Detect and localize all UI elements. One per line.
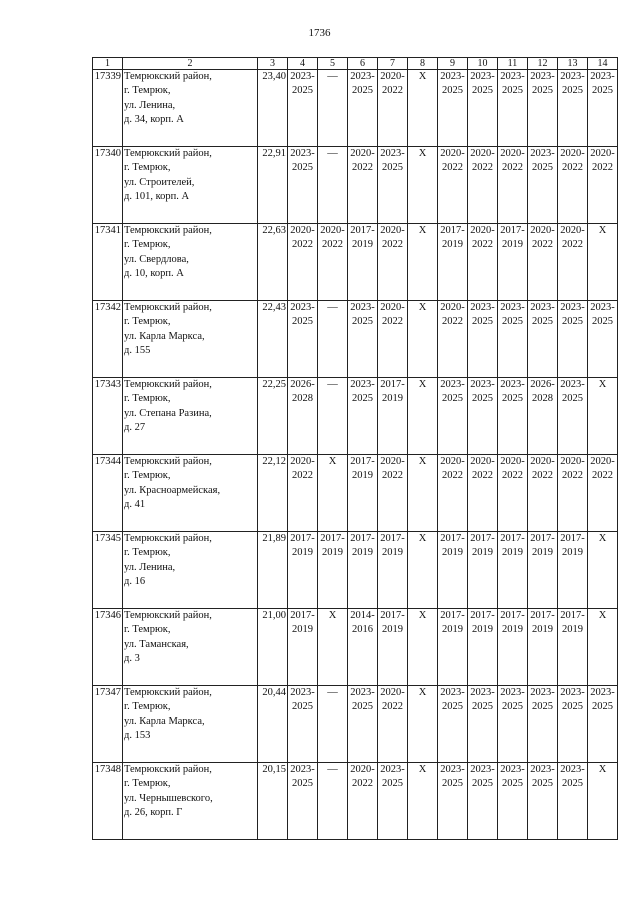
address-line: д. 41: [124, 498, 146, 510]
address-cell: [123, 147, 258, 224]
period-cell: 2023- 2025: [558, 686, 588, 763]
period-cell: 2020- 2022: [558, 224, 588, 301]
period-cell: 2014- 2016: [348, 609, 378, 686]
column-number: 5: [318, 58, 348, 70]
area-cell: 20,15: [258, 763, 288, 840]
address-line: Темрюкский район,: [124, 225, 212, 236]
period-cell: 2020- 2022: [288, 224, 318, 301]
period-cell: 2020- 2022: [558, 147, 588, 224]
record-number: 17342: [93, 301, 123, 378]
period-cell: 2017- 2019: [378, 378, 408, 455]
period-cell: 2023- 2025: [588, 301, 618, 378]
period-cell: 2020- 2022: [438, 147, 468, 224]
period-cell: Х: [408, 301, 438, 378]
address-line: ул. Карла Маркса,: [124, 330, 205, 342]
period-cell: Х: [408, 378, 438, 455]
period-cell: Х: [588, 378, 618, 455]
address-cell: [123, 455, 258, 532]
table-row: [93, 455, 618, 532]
address-cell: [123, 609, 258, 686]
period-cell: 2023- 2025: [288, 763, 318, 840]
period-cell: 2017- 2019: [288, 532, 318, 609]
area-cell: 22,12: [258, 455, 288, 532]
column-number: 1: [93, 58, 123, 70]
column-number: 6: [348, 58, 378, 70]
address-line: г. Темрюк,: [124, 316, 171, 328]
table-body: [93, 58, 618, 840]
address-cell: [123, 301, 258, 378]
period-cell: 2023- 2025: [588, 70, 618, 147]
address-line: ул. Свердлова,: [124, 253, 189, 265]
record-number: 17339: [93, 70, 123, 147]
column-number: 8: [408, 58, 438, 70]
period-cell: 2020- 2022: [528, 224, 558, 301]
period-cell: 2017- 2019: [348, 455, 378, 532]
address-line: ул. Красноармейская,: [124, 484, 221, 496]
address-line: д. 26, корп. Г: [124, 806, 183, 818]
period-cell: 2020- 2022: [468, 147, 498, 224]
period-cell: 2023- 2025: [288, 147, 318, 224]
area-cell: 21,89: [258, 532, 288, 609]
address-line: д. 153: [124, 729, 151, 741]
period-cell: Х: [408, 70, 438, 147]
period-cell: Х: [408, 763, 438, 840]
period-cell: 2017- 2019: [438, 532, 468, 609]
period-cell: 2017- 2019: [528, 609, 558, 686]
period-cell: Х: [318, 609, 348, 686]
period-cell: 2023- 2025: [528, 686, 558, 763]
period-cell: 2023- 2025: [498, 301, 528, 378]
period-cell: Х: [408, 686, 438, 763]
period-cell: 2023- 2025: [288, 70, 318, 147]
period-cell: 2020- 2022: [348, 147, 378, 224]
period-cell: 2023- 2025: [468, 763, 498, 840]
period-cell: 2023- 2025: [558, 763, 588, 840]
table-row: [93, 301, 618, 378]
period-cell: 2017- 2019: [498, 224, 528, 301]
period-cell: 2020- 2022: [378, 686, 408, 763]
column-number: 13: [558, 58, 588, 70]
period-cell: 2023- 2025: [528, 70, 558, 147]
period-cell: 2020- 2022: [558, 455, 588, 532]
period-cell: 2017- 2019: [378, 609, 408, 686]
period-cell: 2020- 2022: [498, 455, 528, 532]
column-number: 3: [258, 58, 288, 70]
period-cell: 2017- 2019: [438, 609, 468, 686]
page-number: 1736: [308, 27, 331, 39]
period-cell: 2023- 2025: [348, 301, 378, 378]
period-cell: 2020- 2022: [288, 455, 318, 532]
period-cell: 2017- 2019: [288, 609, 318, 686]
period-cell: 2020- 2022: [438, 455, 468, 532]
address-line: ул. Ленина,: [124, 561, 176, 573]
record-number: 17347: [93, 686, 123, 763]
area-cell: 22,63: [258, 224, 288, 301]
period-cell: 2023- 2025: [558, 378, 588, 455]
period-cell: 2020- 2022: [468, 224, 498, 301]
period-cell: 2020- 2022: [348, 763, 378, 840]
period-cell: 2020- 2022: [378, 301, 408, 378]
period-cell: Х: [408, 147, 438, 224]
record-number: 17343: [93, 378, 123, 455]
period-cell: —: [318, 70, 348, 147]
period-cell: 2017- 2019: [348, 224, 378, 301]
period-cell: 2020- 2022: [528, 455, 558, 532]
address-line: ул. Строителей,: [124, 176, 195, 188]
table-row: [93, 686, 618, 763]
period-cell: 2023- 2025: [288, 301, 318, 378]
period-cell: 2023- 2025: [468, 378, 498, 455]
period-cell: 2023- 2025: [528, 147, 558, 224]
record-number: 17340: [93, 147, 123, 224]
address-line: д. 34, корп. А: [124, 113, 184, 125]
period-cell: 2023- 2025: [438, 70, 468, 147]
column-number: 14: [588, 58, 618, 70]
address-cell: [123, 224, 258, 301]
address-line: Темрюкский район,: [124, 687, 212, 698]
record-number: 17341: [93, 224, 123, 301]
area-cell: 22,91: [258, 147, 288, 224]
period-cell: 2023- 2025: [348, 686, 378, 763]
period-cell: 2017- 2019: [498, 609, 528, 686]
address-line: г. Темрюк,: [124, 701, 171, 713]
address-line: г. Темрюк,: [124, 470, 171, 482]
address-line: Темрюкский район,: [124, 764, 212, 775]
period-cell: Х: [318, 455, 348, 532]
record-number: 17344: [93, 455, 123, 532]
table-row: [93, 763, 618, 840]
address-line: Темрюкский район,: [124, 302, 212, 313]
column-number-row: [93, 58, 618, 70]
table-row: [93, 532, 618, 609]
record-number: 17346: [93, 609, 123, 686]
column-number: 11: [498, 58, 528, 70]
period-cell: 2026- 2028: [288, 378, 318, 455]
period-cell: —: [318, 763, 348, 840]
address-line: ул. Ленина,: [124, 99, 176, 111]
period-cell: 2023- 2025: [348, 70, 378, 147]
address-line: ул. Степана Разина,: [124, 407, 212, 419]
period-cell: Х: [408, 455, 438, 532]
period-cell: 2023- 2025: [438, 686, 468, 763]
period-cell: 2017- 2019: [468, 532, 498, 609]
period-cell: 2020- 2022: [378, 455, 408, 532]
period-cell: 2020- 2022: [378, 224, 408, 301]
address-line: Темрюкский район,: [124, 610, 212, 621]
address-line: ул. Чернышевского,: [124, 792, 213, 804]
address-cell: [123, 763, 258, 840]
address-cell: [123, 70, 258, 147]
address-line: г. Темрюк,: [124, 624, 171, 636]
period-cell: 2017- 2019: [558, 609, 588, 686]
period-cell: Х: [408, 224, 438, 301]
area-cell: 22,25: [258, 378, 288, 455]
period-cell: 2017- 2019: [438, 224, 468, 301]
column-number: 2: [123, 58, 258, 70]
period-cell: Х: [588, 763, 618, 840]
address-line: Темрюкский район,: [124, 379, 212, 390]
column-number: 10: [468, 58, 498, 70]
period-cell: Х: [588, 224, 618, 301]
address-line: ул. Карла Маркса,: [124, 715, 205, 727]
table-row: [93, 70, 618, 147]
period-cell: —: [318, 301, 348, 378]
period-cell: 2026- 2028: [528, 378, 558, 455]
record-number: 17348: [93, 763, 123, 840]
address-line: г. Темрюк,: [124, 393, 171, 405]
table-row: [93, 609, 618, 686]
period-cell: 2020- 2022: [318, 224, 348, 301]
address-cell: [123, 532, 258, 609]
housing-register-table: [92, 57, 618, 840]
address-line: г. Темрюк,: [124, 239, 171, 251]
address-line: д. 101, корп. А: [124, 190, 190, 202]
address-line: г. Темрюк,: [124, 778, 171, 790]
address-line: г. Темрюк,: [124, 162, 171, 174]
period-cell: 2020- 2022: [498, 147, 528, 224]
period-cell: 2023- 2025: [558, 70, 588, 147]
period-cell: 2020- 2022: [378, 70, 408, 147]
column-number: 12: [528, 58, 558, 70]
period-cell: 2023- 2025: [498, 763, 528, 840]
period-cell: 2023- 2025: [498, 378, 528, 455]
period-cell: 2023- 2025: [528, 301, 558, 378]
address-line: д. 27: [124, 421, 146, 433]
record-number: 17345: [93, 532, 123, 609]
period-cell: 2023- 2025: [348, 378, 378, 455]
table-row: [93, 224, 618, 301]
address-line: Темрюкский район,: [124, 71, 212, 82]
area-cell: 22,43: [258, 301, 288, 378]
period-cell: 2023- 2025: [378, 147, 408, 224]
period-cell: 2023- 2025: [438, 378, 468, 455]
period-cell: 2020- 2022: [468, 455, 498, 532]
period-cell: 2023- 2025: [588, 686, 618, 763]
period-cell: 2017- 2019: [468, 609, 498, 686]
table-row: [93, 378, 618, 455]
period-cell: 2023- 2025: [498, 686, 528, 763]
period-cell: 2023- 2025: [288, 686, 318, 763]
period-cell: 2023- 2025: [558, 301, 588, 378]
period-cell: 2023- 2025: [468, 301, 498, 378]
address-line: д. 16: [124, 575, 146, 587]
period-cell: 2023- 2025: [378, 763, 408, 840]
address-line: Темрюкский район,: [124, 456, 212, 467]
period-cell: 2020- 2022: [588, 455, 618, 532]
period-cell: —: [318, 147, 348, 224]
address-line: д. 155: [124, 344, 151, 356]
area-cell: 23,40: [258, 70, 288, 147]
address-line: г. Темрюк,: [124, 547, 171, 559]
address-cell: [123, 378, 258, 455]
period-cell: 2017- 2019: [558, 532, 588, 609]
period-cell: Х: [408, 609, 438, 686]
table-row: [93, 147, 618, 224]
period-cell: Х: [588, 532, 618, 609]
period-cell: 2020- 2022: [588, 147, 618, 224]
period-cell: 2020- 2022: [438, 301, 468, 378]
period-cell: 2023- 2025: [468, 686, 498, 763]
period-cell: 2017- 2019: [378, 532, 408, 609]
period-cell: Х: [408, 532, 438, 609]
period-cell: 2017- 2019: [318, 532, 348, 609]
period-cell: Х: [588, 609, 618, 686]
period-cell: 2017- 2019: [498, 532, 528, 609]
address-line: Темрюкский район,: [124, 533, 212, 544]
column-number: 9: [438, 58, 468, 70]
period-cell: 2017- 2019: [528, 532, 558, 609]
period-cell: —: [318, 686, 348, 763]
address-line: д. 10, корп. А: [124, 267, 184, 279]
period-cell: 2023- 2025: [498, 70, 528, 147]
address-cell: [123, 686, 258, 763]
column-number: 7: [378, 58, 408, 70]
area-cell: 20,44: [258, 686, 288, 763]
address-line: д. 3: [124, 652, 140, 664]
period-cell: 2023- 2025: [438, 763, 468, 840]
address-line: г. Темрюк,: [124, 85, 171, 97]
column-number: 4: [288, 58, 318, 70]
period-cell: 2023- 2025: [528, 763, 558, 840]
address-line: Темрюкский район,: [124, 148, 212, 159]
period-cell: 2017- 2019: [348, 532, 378, 609]
area-cell: 21,00: [258, 609, 288, 686]
period-cell: 2023- 2025: [468, 70, 498, 147]
address-line: ул. Таманская,: [124, 638, 189, 650]
period-cell: —: [318, 378, 348, 455]
